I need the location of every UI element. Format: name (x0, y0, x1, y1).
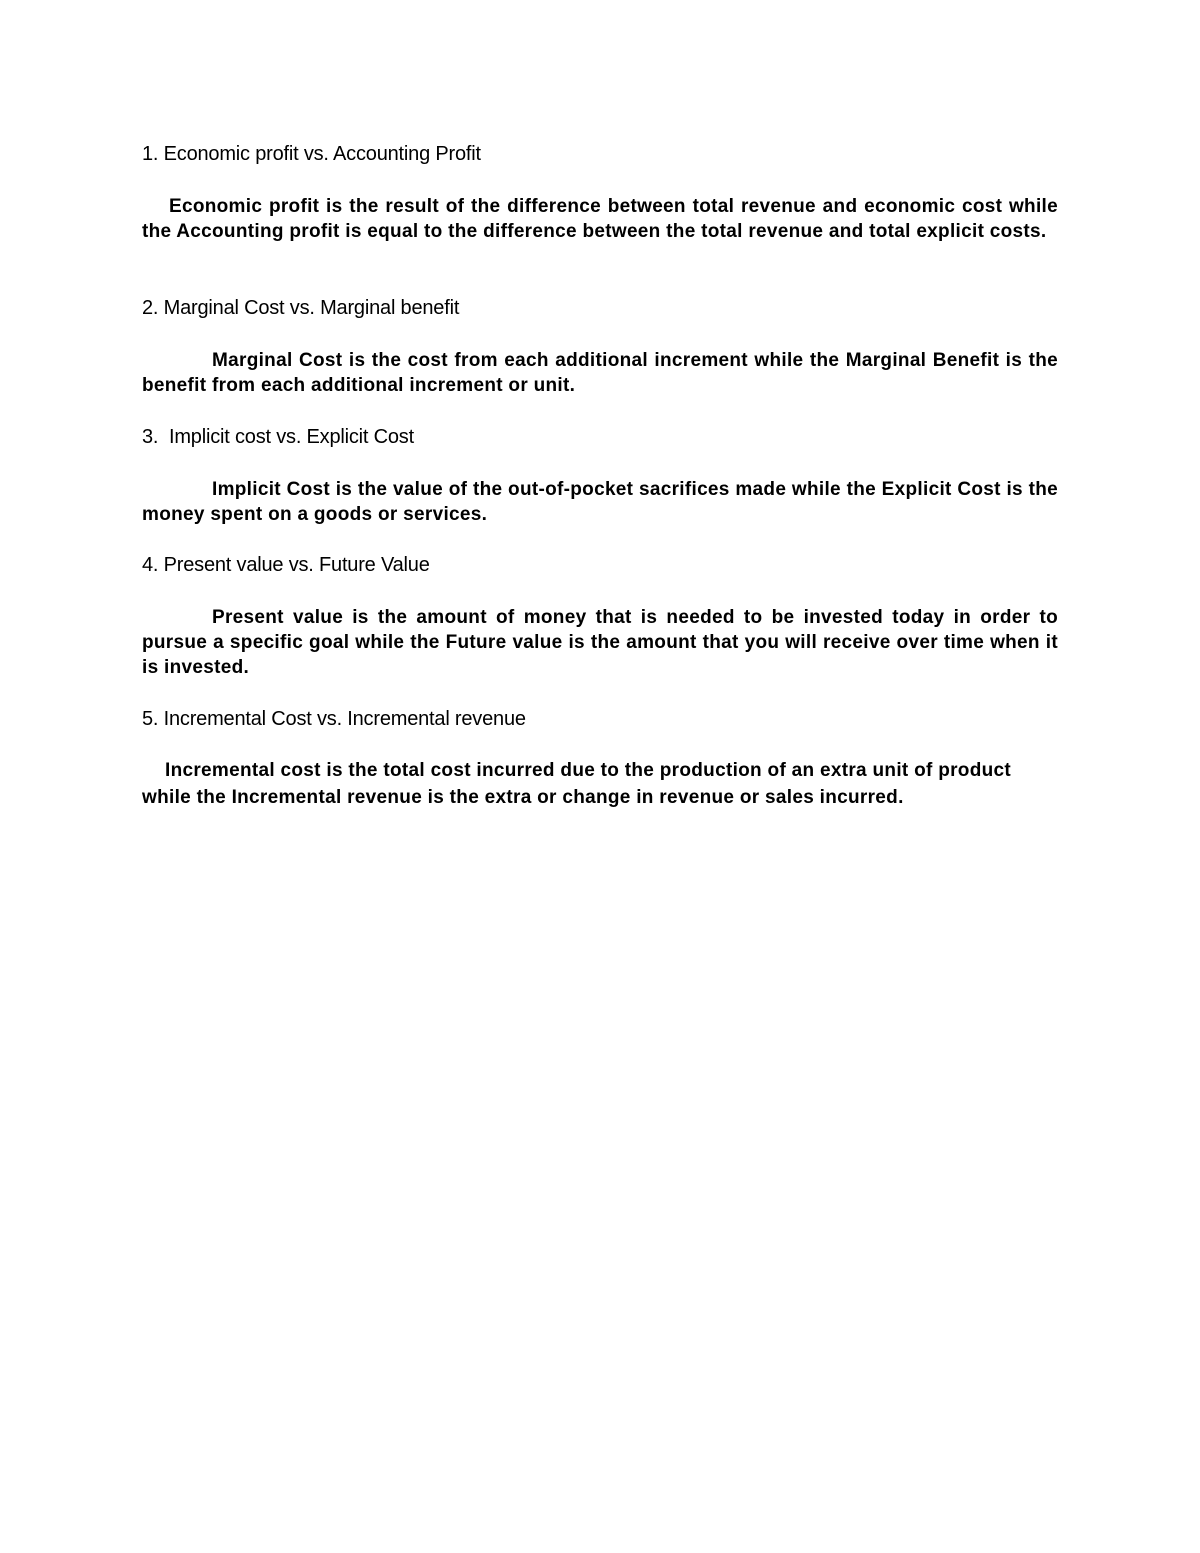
answer-paragraph-2: Marginal Cost is the cost from each additional increment while the Marginal Benefit is the benefit from each additional increment or unit. (142, 350, 1058, 396)
question-heading-2: 2. Marginal Cost vs. Marginal benefit (142, 297, 460, 319)
question-heading-1: 1. Economic profit vs. Accounting Profit (142, 143, 481, 165)
answer-paragraph-4: Present value is the amount of money that is needed to be invested today in order to pursue a specific goal while the Future value is the amount that you will receive over time when it is invested. (142, 607, 1058, 678)
question-heading-4: 4. Present value vs. Future Value (142, 554, 430, 576)
answer-paragraph-5: Incremental cost is the total cost incurred due to the production of an extra unit of product while the Incremental revenue is the extra or change in revenue or sales incurred. (142, 760, 1012, 808)
answer-paragraph-1: Economic profit is the result of the difference between total revenue and economic cost while the Accounting profit is equal to the difference between the total revenue and total explicit costs. (142, 196, 1058, 242)
question-heading-5: 5. Incremental Cost vs. Incremental revenue (142, 708, 526, 730)
question-heading-3: 3. Implicit cost vs. Explicit Cost (142, 426, 414, 448)
answer-paragraph-3: Implicit Cost is the value of the out-of-pocket sacrifices made while the Explicit Cost is the money spent on a goods or services. (142, 479, 1058, 525)
